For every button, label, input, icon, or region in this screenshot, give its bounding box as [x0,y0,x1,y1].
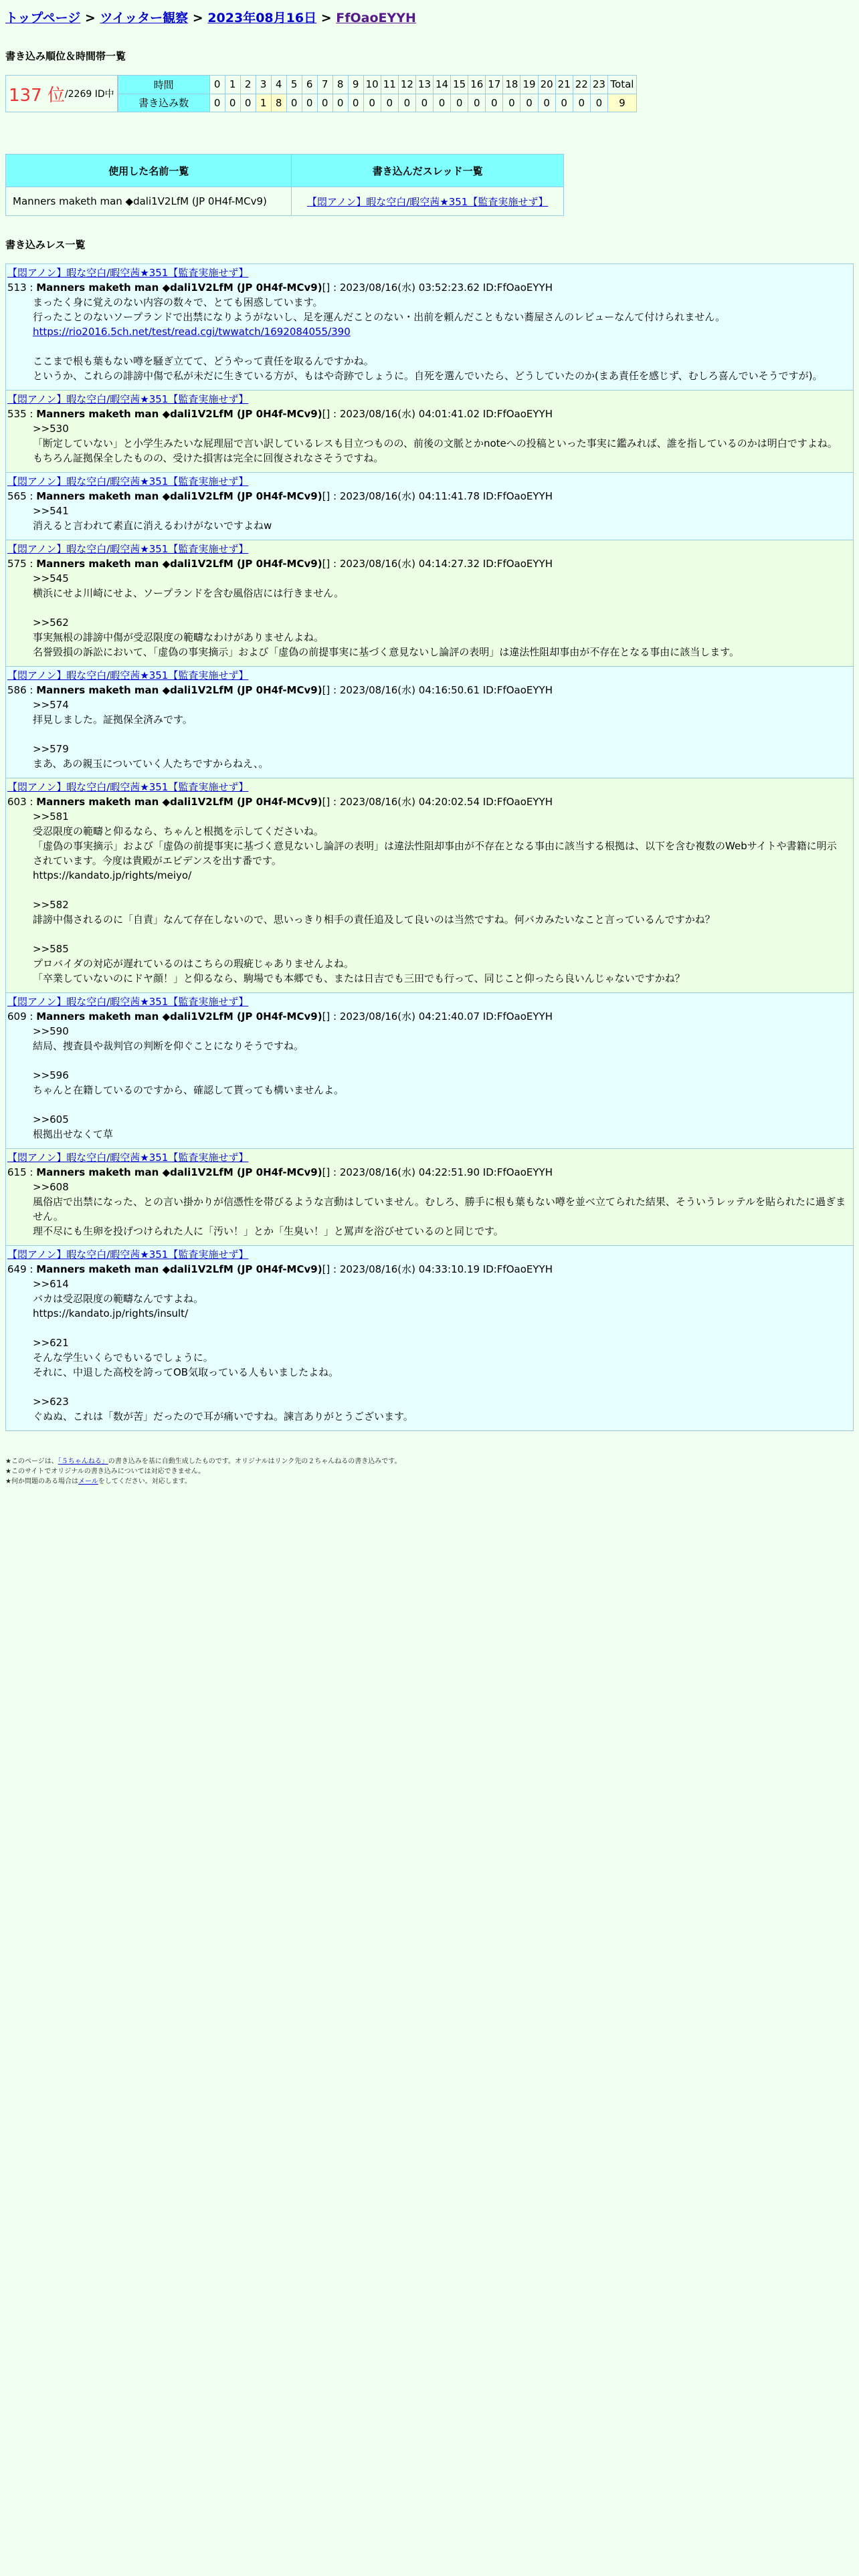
footer-text: をしてください。対応します。 [98,1478,191,1485]
count-row [118,94,636,112]
ranking-row [5,75,854,112]
hour-header: 8 [332,76,348,94]
hour-header: 12 [398,76,415,94]
post-thread-link[interactable]: 【悶アノン】暇な空白/暇空茜★351【監査実施せず】 [7,996,249,1008]
post-meta: [] : 2023/08/16(水) 04:21:40.07 ID:FfOaoEYYH [322,1010,553,1023]
post-body: >>574 拝見しました。証拠保全済みです。 >>579 まあ、あの親玉についていく人たちですからねえ、。 [33,699,269,770]
thread-cell [292,187,564,216]
count-label: 書き込み数 [118,94,209,112]
hour-count: 0 [538,94,555,112]
footer-text: の書き込みを基に自動生成したものです。オリジナルはリンク先の２ちゃんねるの書き込みです。 [108,1458,401,1465]
hour-count: 0 [381,94,398,112]
breadcrumb-separator: > [192,11,203,25]
thread-link[interactable]: 【悶アノン】暇な空白/暇空茜★351【監査実施せず】 [307,195,549,208]
hour-header: 16 [468,76,486,94]
post-number: 513 [7,282,27,294]
hour-header: 19 [520,76,538,94]
post-author: Manners maketh man ◆dali1V2LfM (JP 0H4f-MCv9) [36,1263,322,1275]
post: 【悶アノン】暇な空白/暇空茜★351【監査実施せず】 575 : Manners maketh man ◆dali1V2LfM (JP 0H4f-MCv9)[] : 2023/08/16(水) 04:14:27.32 ID:FfOaoEYYH >>545 横浜にせよ川崎にせよ、ソープランドを含む風俗店には行きません。 >>562 事実無根の誹謗中傷が受忍限度の範疇なわけがありませんよね。 名誉毀損の訴訟において、「虚偽の事実摘示」および「虚偽の前提事実に基づく意見ないし論評の表明」は違法性阻却事由が不存在となる事由に該当します。 [5,540,854,667]
post-thread-link[interactable]: 【悶アノン】暇な空白/暇空茜★351【監査実施せず】 [7,543,249,555]
hour-header: 10 [363,76,381,94]
hour-count: 0 [573,94,590,112]
post-meta: [] : 2023/08/16(水) 04:11:41.78 ID:FfOaoEYYH [322,490,553,502]
names-table [5,154,564,216]
names-column-header: 使用した名前一覧 [6,154,292,187]
post-number: 603 [7,796,27,808]
post-author: Manners maketh man ◆dali1V2LfM (JP 0H4f-MCv9) [36,490,322,502]
hour-count: 0 [555,94,573,112]
hour-count: 0 [434,94,451,112]
time-label: 時間 [118,76,209,94]
ranking-heading: 書き込み順位＆時間帯一覧 [5,50,126,62]
post-body-link[interactable]: https://rio2016.5ch.net/test/read.cgi/twwatch/1692084055/390 [33,326,351,338]
hour-header: 18 [503,76,520,94]
post-number: 609 [7,1010,27,1023]
rank-total: /2269 ID中 [64,89,114,100]
threads-column-header: 書き込んだスレッド一覧 [292,154,564,187]
hour-header: 2 [240,76,256,94]
hour-count: 0 [415,94,433,112]
post-thread-link[interactable]: 【悶アノン】暇な空白/暇空茜★351【監査実施せず】 [7,393,249,405]
breadcrumb-date-link[interactable]: 2023年08月16日 [207,11,317,25]
post: 【悶アノン】暇な空白/暇空茜★351【監査実施せず】 603 : Manners maketh man ◆dali1V2LfM (JP 0H4f-MCv9)[] : 2023/08/16(水) 04:20:02.54 ID:FfOaoEYYH >>581 受忍限度の範疇と仰るなら、ちゃんと根拠を示してくださいね。 「虚偽の事実摘示」および「虚偽の前提事実に基づく意見ないし論評の表明」は違法性阻却事由が不存在となる事由に該当する根拠は、以下を含む複数のWebサイトや書籍に明示されています。今度は貴殿がエビデンスを出す番です。 https://kandato.jp/rights/meiyo/ >>582 誹謗中傷されるのに「自責」なんて存在しないので、思いっきり相手の責任追及して良いのは当然ですね。何バカみたいなこと言っているんですかね？ >>585 プロバイダの対応が遅れているのはこちらの瑕疵じゃありませんよね。 「卒業していないのにドヤ顔！」と仰るなら、駒場でも本郷でも、または日吉でも三田でも行って、同じこと仰ったら良いんじゃないですかね？ [5,778,854,993]
post-number: 586 [7,684,27,696]
hour-count: 0 [363,94,381,112]
hour-row [118,76,636,94]
post: 【悶アノン】暇な空白/暇空茜★351【監査実施せず】 615 : Manners maketh man ◆dali1V2LfM (JP 0H4f-MCv9)[] : 2023/08/16(水) 04:22:51.90 ID:FfOaoEYYH >>608 風俗店で出禁になった、との言い掛かりが信憑性を帯びるような言動はしていません。むしろ、勝手に根も葉もない噂を並べ立てられた結果、そういうレッテルを貼られたに過ぎません。 理不尽にも生卵を投げつけられた人に「汚い！」とか「生臭い！」と罵声を浴びせているのと同じです。 [5,1149,854,1246]
rank-box [5,75,118,112]
post-number: 649 [7,1263,27,1275]
footer-text: ★このサイトでオリジナルの書き込みについては対応できません。 [5,1468,205,1475]
post-body: >>590 結局、捜査員や裁判官の判断を仰ぐことになりそうですね。 >>596 ちゃんと在籍しているのですから、確認して貰っても構いませんよ。 >>605 根拠出せなくて草 [33,1025,345,1140]
hour-header: 15 [451,76,468,94]
breadcrumb [5,8,854,26]
post: 【悶アノン】暇な空白/暇空茜★351【監査実施せず】 649 : Manners maketh man ◆dali1V2LfM (JP 0H4f-MCv9)[] : 2023/08/16(水) 04:33:10.19 ID:FfOaoEYYH >>614 バカは受忍限度の範疇なんですよね。 https://kandato.jp/rights/insult/ >>621 そんな学生いくらでもいるでしょうに。 それに、中退した高校を誇ってOB気取っている人もいましたよね。 >>623 ぐぬぬ、これは「数が苦」だったので耳が痛いですね。諫言ありがとうございます。 [5,1246,854,1431]
footer-text: ★このページは、 [5,1458,58,1465]
hour-header: 9 [348,76,363,94]
hour-total-header: Total [607,76,636,94]
hour-header: 0 [209,76,225,94]
res-heading: 書き込みレス一覧 [5,239,86,251]
post-author: Manners maketh man ◆dali1V2LfM (JP 0H4f-MCv9) [36,684,322,696]
footer [5,1457,854,1487]
post-meta: [] : 2023/08/16(水) 04:20:02.54 ID:FfOaoEYYH [322,796,553,808]
post-author: Manners maketh man ◆dali1V2LfM (JP 0H4f-MCv9) [36,1010,322,1023]
hour-count: 0 [520,94,538,112]
post-list [5,263,854,1431]
post-meta: [] : 2023/08/16(水) 03:52:23.62 ID:FfOaoEYYH [322,282,553,294]
post-body: >>530 「断定していない」と小学生みたいな屁理屈で言い訳しているレスも目立つものの、前後の文脈とかnoteへの投稿といった事実に鑑みれば、誰を指しているのかは明白ですよね。 もちろん証拠保全したものの、受けた損害は完全に回復されなさそうですね。 [33,423,838,464]
hour-count: 0 [317,94,332,112]
hour-count: 0 [348,94,363,112]
post-body: まったく身に覚えのない内容の数々で、とても困惑しています。 行ったことのないソープランドで出禁になりようがないし、足を運んだことのない・出前を頼んだこともない蕎屋さんのレビューなんて付けられません。 [33,296,726,323]
hour-header: 5 [286,76,302,94]
post-meta: [] : 2023/08/16(水) 04:33:10.19 ID:FfOaoEYYH [322,1263,553,1275]
post-meta: [] : 2023/08/16(水) 04:14:27.32 ID:FfOaoEYYH [322,558,553,570]
breadcrumb-separator: > [84,11,96,25]
post-author: Manners maketh man ◆dali1V2LfM (JP 0H4f-MCv9) [36,408,322,420]
breadcrumb-id-link[interactable]: FfOaoEYYH [336,11,416,25]
post-thread-link[interactable]: 【悶アノン】暇な空白/暇空茜★351【監査実施せず】 [7,669,249,681]
post-author: Manners maketh man ◆dali1V2LfM (JP 0H4f-MCv9) [36,282,322,294]
post-body: >>614 バカは受忍限度の範疇なんですよね。 https://kandato.jp/rights/insult/ >>621 そんな学生いくらでもいるでしょうに。 それに、中退した高校を誇ってOB気取っている人もいましたよね。 >>623 ぐぬぬ、これは「数が苦」だったので耳が痛いですね。諫言ありがとうございます。 [33,1278,413,1422]
hour-table [118,75,637,112]
hour-count: 0 [590,94,607,112]
post-number: 575 [7,558,27,570]
breadcrumb-twitter-link[interactable]: ツイッター観察 [100,11,189,25]
hour-count: 0 [398,94,415,112]
footer-text: ★何か問題のある場合は [5,1478,78,1485]
hour-header: 22 [573,76,590,94]
footer-mail-link[interactable]: メール [78,1478,98,1485]
post-number: 535 [7,408,27,420]
rank-value: 137 位 [9,85,65,106]
hour-count: 8 [271,94,286,112]
hour-header: 21 [555,76,573,94]
breadcrumb-top-link[interactable]: トップページ [5,11,81,25]
hour-count: 1 [256,94,271,112]
hour-count: 0 [209,94,225,112]
hour-header: 17 [486,76,503,94]
post-thread-link[interactable]: 【悶アノン】暇な空白/暇空茜★351【監査実施せず】 [7,781,249,793]
post: 【悶アノン】暇な空白/暇空茜★351【監査実施せず】 586 : Manners maketh man ◆dali1V2LfM (JP 0H4f-MCv9)[] : 2023/08/16(水) 04:16:50.61 ID:FfOaoEYYH >>574 拝見しました。証拠保全済みです。 >>579 まあ、あの親玉についていく人たちですからねえ、。 [5,667,854,778]
post-thread-link[interactable]: 【悶アノン】暇な空白/暇空茜★351【監査実施せず】 [7,475,249,488]
hour-header: 7 [317,76,332,94]
used-name: Manners maketh man ◆dali1V2LfM (JP 0H4f-MCv9) [6,187,292,216]
post-body: >>581 受忍限度の範疇と仰るなら、ちゃんと根拠を示してくださいね。 「虚偽の事実摘示」および「虚偽の前提事実に基づく意見ないし論評の表明」は違法性阻却事由が不存在となる事由に該当する根拠は、以下を含む複数のWebサイトや書籍に明示されています。今度は貴殿がエビデンスを出す番です。 https://kandato.jp/rights/meiyo/ >>582 誹謗中傷されるのに「自責」なんて存在しないので、思いっきり相手の責任追及して良いのは当然ですね。何バカみたいなこと言っているんですかね？ >>585 プロバイダの対応が遅れているのはこちらの瑕疵じゃありませんよね。 「卒業していないのにドヤ顔！」と仰るなら、駒場でも本郷でも、または日吉でも三田でも行って、同じこと仰ったら良いんじゃないですかね？ [33,811,837,984]
hour-count: 0 [451,94,468,112]
hour-count: 0 [468,94,486,112]
post-author: Manners maketh man ◆dali1V2LfM (JP 0H4f-MCv9) [36,1166,322,1178]
post-body: ここまで根も葉もない噂を騒ぎ立てて、どうやって責任を取るんですかね。 というか、これらの誹謗中傷で私が未だに生きている方が、もはや奇跡でしょうに。自死を選んでいたら、どうしていたのか(まあ責任を感じず、むしろ喜んでいそうですが)。 [33,355,823,382]
footer-5ch-link[interactable]: 「５ちゃんねる」 [58,1458,108,1465]
hour-count: 0 [240,94,256,112]
post-body: >>541 消えると言われて素直に消えるわけがないですよねw [33,505,272,532]
hour-header: 13 [415,76,433,94]
post-meta: [] : 2023/08/16(水) 04:16:50.61 ID:FfOaoEYYH [322,684,553,696]
hour-header: 14 [434,76,451,94]
hour-count: 0 [332,94,348,112]
breadcrumb-separator: > [320,11,332,25]
post: 【悶アノン】暇な空白/暇空茜★351【監査実施せず】 609 : Manners maketh man ◆dali1V2LfM (JP 0H4f-MCv9)[] : 2023/08/16(水) 04:21:40.07 ID:FfOaoEYYH >>590 結局、捜査員や裁判官の判断を仰ぐことになりそうですね。 >>596 ちゃんと在籍しているのですから、確認して貰っても構いませんよ。 >>605 根拠出せなくて草 [5,993,854,1149]
hour-header: 1 [225,76,240,94]
hour-count: 0 [302,94,317,112]
post-number: 565 [7,490,27,502]
count-total: 9 [607,94,636,112]
hour-count: 0 [503,94,520,112]
post-body: >>545 横浜にせよ川崎にせよ、ソープランドを含む風俗店には行きません。 >>562 事実無根の誹謗中傷が受忍限度の範疇なわけがありませんよね。 名誉毀損の訴訟において、「虚偽の事実摘示」および「虚偽の前提事実に基づく意見ないし論評の表明」は違法性阻却事由が不存在となる事由に該当します。 [33,572,740,658]
post-meta: [] : 2023/08/16(水) 04:01:41.02 ID:FfOaoEYYH [322,408,553,420]
hour-count: 0 [486,94,503,112]
hour-count: 0 [225,94,240,112]
post-thread-link[interactable]: 【悶アノン】暇な空白/暇空茜★351【監査実施せず】 [7,1152,249,1164]
post: 【悶アノン】暇な空白/暇空茜★351【監査実施せず】 513 : Manners maketh man ◆dali1V2LfM (JP 0H4f-MCv9)[] : 2023/08/16(水) 03:52:23.62 ID:FfOaoEYYH まったく身に覚えのない内容の数々で、とても困惑しています。 行ったことのないソープランドで出禁になりようがないし、足を運んだことのない・出前を頼んだこともない蕎屋さんのレビューなんて付けられません。 https://rio2016.5ch.net/test/read.cgi/twwatch/1692084055/390 ここまで根も葉もない噂を騒ぎ立てて、どうやって責任を取るんですかね。 というか、これらの誹謗中傷で私が未だに生きている方が、もはや奇跡でしょうに。自死を選んでいたら、どうしていたのか(まあ責任を感じず、むしろ喜んでいそうですが)。 [5,263,854,391]
post-number: 615 [7,1166,27,1178]
post-author: Manners maketh man ◆dali1V2LfM (JP 0H4f-MCv9) [36,558,322,570]
post-thread-link[interactable]: 【悶アノン】暇な空白/暇空茜★351【監査実施せず】 [7,1249,249,1261]
hour-count: 0 [286,94,302,112]
post-author: Manners maketh man ◆dali1V2LfM (JP 0H4f-MCv9) [36,796,322,808]
post: 【悶アノン】暇な空白/暇空茜★351【監査実施せず】 565 : Manners maketh man ◆dali1V2LfM (JP 0H4f-MCv9)[] : 2023/08/16(水) 04:11:41.78 ID:FfOaoEYYH >>541 消えると言われて素直に消えるわけがないですよねw [5,473,854,540]
post-body: >>608 風俗店で出禁になった、との言い掛かりが信憑性を帯びるような言動はしていません。むしろ、勝手に根も葉もない噂を並べ立てられた結果、そういうレッテルを貼られたに過ぎません。 理不尽にも生卵を投げつけられた人に「汚い！」とか「生臭い！」と罵声を浴びせているのと同じです。 [33,1181,846,1237]
hour-header: 3 [256,76,271,94]
post-meta: [] : 2023/08/16(水) 04:22:51.90 ID:FfOaoEYYH [322,1166,553,1178]
hour-header: 11 [381,76,398,94]
hour-header: 4 [271,76,286,94]
hour-header: 6 [302,76,317,94]
post: 【悶アノン】暇な空白/暇空茜★351【監査実施せず】 535 : Manners maketh man ◆dali1V2LfM (JP 0H4f-MCv9)[] : 2023/08/16(水) 04:01:41.02 ID:FfOaoEYYH >>530 「断定していない」と小学生みたいな屁理屈で言い訳しているレスも目立つものの、前後の文脈とかnoteへの投稿といった事実に鑑みれば、誰を指しているのかは明白ですよね。 もちろん証拠保全したものの、受けた損害は完全に回復されなさそうですね。 [5,391,854,473]
post-thread-link[interactable]: 【悶アノン】暇な空白/暇空茜★351【監査実施せず】 [7,267,249,279]
hour-header: 20 [538,76,555,94]
hour-header: 23 [590,76,607,94]
